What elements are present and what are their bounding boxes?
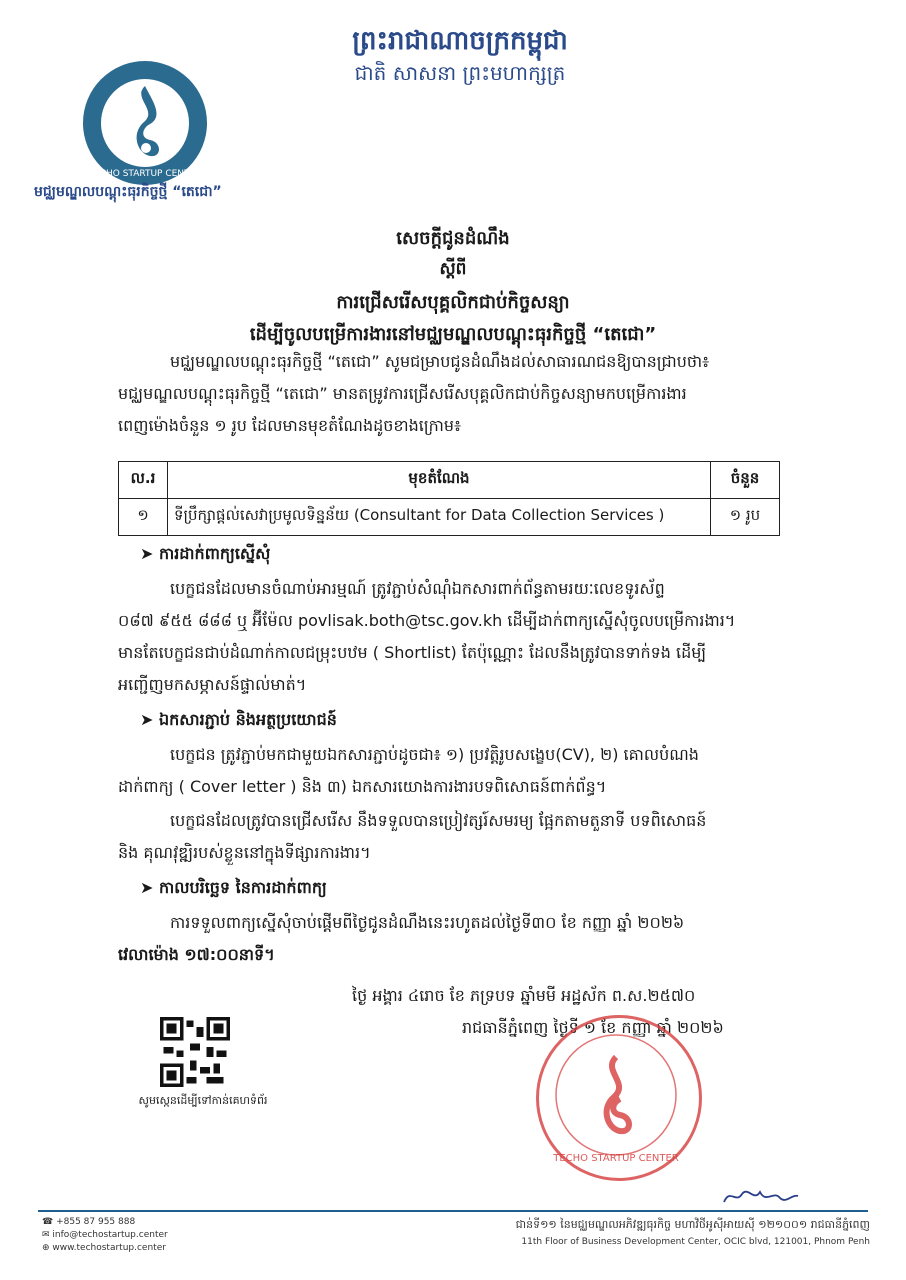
phone-icon: ☎ [42,1217,57,1227]
footer-email[interactable]: ✉ info@techostartup.center [42,1230,168,1240]
intro-line-1: មជ្ឈមណ្ឌលបណ្តុះធុរកិច្ចថ្មី “តេជោ” សូមជម្រាបជូនដំណឹងដល់សាធារណជនឱ្យបានជ្រាបថា៖ [170,352,710,371]
cell-quantity: ១ រូប [711,499,780,536]
cell-no: ១ [119,499,168,536]
qr-caption: សូមស្កេនដើម្បីទៅកាន់គេហទំព័រ [138,1094,268,1107]
notice-title: សេចក្តីជូនដំណឹង [396,228,510,249]
techo-logo [80,58,210,188]
solar-date: រាជធានីភ្នំពេញ ថ្ងៃទី ១ ខែ កញ្ញា ឆ្នាំ ២០២៦ [462,1018,724,1037]
section1-line-1: បេក្ខជនដែលមានចំណាប់អារម្មណ៍ ត្រូវភ្ជាប់សំណុំឯកសារពាក់ព័ន្ធតាមរយៈលេខទូរស័ព្ទ [170,579,665,598]
section3-line-1: ការទទួលពាក្យស្នើសុំចាប់ផ្តើមពីថ្ងៃជូនដំណឹងនេះរហូតដល់ថ្ងៃទី៣០ ខែ កញ្ញា ឆ្នាំ ២០២៦ [170,913,685,932]
positions-table [118,461,780,536]
footer-divider [38,1210,868,1212]
notice-subject: ការជ្រើសរើសបុគ្គលិកជាប់កិច្ចសន្យា [336,292,570,313]
footer-phone: ☎ +855 87 955 888 [42,1217,136,1227]
col-position: មុខតំណែង [168,462,711,499]
section3-heading [140,877,327,901]
section2-heading [140,709,337,733]
col-quantity: ចំនួន [711,462,780,499]
signature [720,1184,800,1213]
lunar-date: ថ្ងៃ អង្គារ ៤រោច ខែ ភទ្របទ ឆ្នាំមមី អដ្ឋស័ក ព.ស.២៥៧០ [352,986,696,1005]
table-row [119,499,780,536]
notice-subject-2: ដើម្បីចូលបម្រើការងារនៅមជ្ឈមណ្ឌលបណ្តុះធុរកិច្ចថ្មី “តេជោ” [249,324,657,345]
stamp-text: TECHO STARTUP CENTER [553,1153,679,1164]
section2-line-2: ដាក់ពាក្យ ( Cover letter ) និង ៣) ឯកសារយោងការងារបទពិសោធន៍ពាក់ព័ន្ធ។ [118,777,607,796]
footer-address-en: 11th Floor of Business Development Center, OCIC blvd, 121001, Phnom Penh [521,1237,870,1247]
section3-title: កាលបរិច្ឆេទ នៃការដាក់ពាក្យ [158,878,327,897]
notice-subject-label: ស្តីពី [439,259,467,279]
globe-icon: ⊕ [42,1243,53,1253]
logo-ring-text: TECHO STARTUP CENTER [88,169,202,179]
section1-line-4: អញ្ជើញមកសម្ភាសន៍ផ្ទាល់មាត់។ [118,675,307,694]
arrow-icon: ➤ [140,710,159,729]
section1-title: ការដាក់ពាក្យស្នើសុំ [158,544,271,563]
section2-line-4: និង គុណវុឌ្ឍិរបស់ខ្លួននៅក្នុងទីផ្សារការងារ។ [118,843,371,862]
section1-line-2: ០៨៧ ៩៥៥ ៨៨៨ ឬ អ៊ីម៉ែល povlisak.both@tsc.gov.kh ដើម្បីដាក់ពាក្យស្នើសុំចូលបម្រើការងារ។ [118,611,736,630]
table-header-row [119,462,780,499]
org-name: មជ្ឈមណ្ឌលបណ្តុះធុរកិច្ចថ្មី “តេជោ” [34,184,222,200]
footer-web[interactable]: ⊕ www.techostartup.center [42,1243,166,1253]
intro-line-2: មជ្ឈមណ្ឌលបណ្តុះធុរកិច្ចថ្មី “តេជោ” មានតម្រូវការជ្រើសរើសបុគ្គលិកជាប់កិច្ចសន្យាមកបម្រើការងារ [118,384,687,403]
cell-position: ទីប្រឹក្សាផ្តល់សេវាប្រមូលទិន្នន័យ (Consultant for Data Collection Services ) [168,499,711,536]
national-motto: ជាតិ សាសនា ព្រះមហាក្សត្រ [354,61,566,85]
arrow-icon: ➤ [140,544,159,563]
kingdom-title: ព្រះរាជាណាចក្រកម្ពុជា [352,26,568,56]
official-stamp [536,1015,702,1181]
section1-line-3: មានតែបេក្ខជនជាប់ដំណាក់កាលជម្រុះបឋម ( Shortlist) តែប៉ុណ្ណោះ ដែលនឹងត្រូវបានទាក់ទង ដើម្បី [118,643,707,662]
qr-code[interactable] [160,1017,230,1087]
arrow-icon: ➤ [140,878,159,897]
col-no: ល.រ [119,462,168,499]
section1-heading [140,543,270,567]
intro-line-3: ពេញម៉ោងចំនួន ១ រូប ដែលមានមុខតំណែងដូចខាងក្រោម៖ [118,416,462,435]
email-icon: ✉ [42,1230,53,1240]
section2-line-3: បេក្ខជនដែលត្រូវបានជ្រើសរើស នឹងទទួលបានប្រៀវត្សរ៍សមរម្យ ផ្អែកតាមតួនាទី បទពិសោធន៍ [170,811,707,830]
section2-line-1: បេក្ខជន ត្រូវភ្ជាប់មកជាមួយឯកសារភ្ជាប់ដូចជា៖ ១) ប្រវត្តិរូបសង្ខេប(CV), ២) គោលបំណង [170,745,699,764]
footer-contacts [42,1216,168,1255]
section3-line-2: វេលាម៉ោង ១៧:០០នាទី។ [118,945,275,964]
section2-title: ឯកសារភ្ជាប់ និងអត្ថប្រយោជន៍ [158,710,337,729]
footer-address-kh: ជាន់ទី១១ នៃមជ្ឈមណ្ឌលអភិវឌ្ឍធុរកិច្ច មហាវិថីអូស៊ីអាយស៊ី ១២១០០១ រាជធានីភ្នំពេញ [515,1218,870,1231]
